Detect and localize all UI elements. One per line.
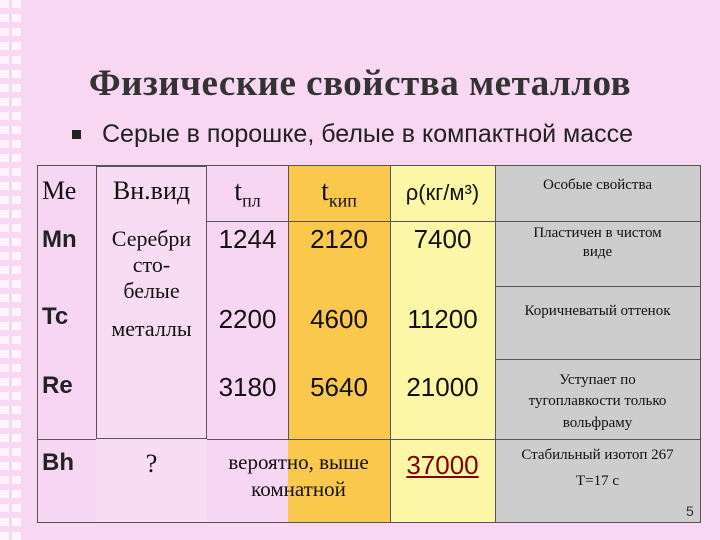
bh-temp-1: вероятно, выше xyxy=(228,450,369,474)
bh-row-border xyxy=(207,439,495,440)
header-t-melt-sub: пл xyxy=(242,190,261,211)
header-t-boil xyxy=(288,176,390,212)
re-special-2: тугоплавкости только xyxy=(528,393,667,409)
tc-t-boil: 4600 xyxy=(310,304,368,334)
header-t-boil-base: t xyxy=(321,176,329,207)
re-t-boil: 5640 xyxy=(310,372,368,402)
col-special-bg xyxy=(495,166,700,522)
header-t-melt-base: t xyxy=(234,176,243,207)
special-border-1 xyxy=(495,286,700,287)
mn-special-2: виде xyxy=(582,244,613,260)
metal-re: Re xyxy=(42,372,73,399)
header-t-boil-sub: кип xyxy=(328,190,357,211)
re-t-melt: 3180 xyxy=(218,372,277,402)
metal-tc: Tc xyxy=(42,303,69,330)
appearance-bh: ? xyxy=(145,449,158,478)
appearance-line-3: белые xyxy=(123,278,180,303)
special-border-2 xyxy=(495,359,700,360)
mn-t-boil: 2120 xyxy=(310,224,368,254)
appearance-line-1: Серебри xyxy=(111,226,192,251)
mn-t-melt: 1244 xyxy=(218,224,277,254)
page-number: 5 xyxy=(686,503,694,519)
tc-special-1: Коричневатый оттенок xyxy=(524,303,671,319)
appearance-line-2: сто- xyxy=(132,252,171,277)
header-density: ρ(кг/м³) xyxy=(405,180,480,205)
bh-temp-2: комнатной xyxy=(251,477,346,501)
bh-special-2: Т=17 с xyxy=(575,473,620,489)
slide-title: Физические свойства металлов xyxy=(88,63,632,104)
re-special-1: Уступает по xyxy=(559,372,636,388)
bh-special-1: Стабильный изотоп 267 xyxy=(521,447,674,463)
metal-mn: Mn xyxy=(42,226,77,253)
tc-density: 11200 xyxy=(407,304,478,334)
re-special-3: вольфраму xyxy=(562,415,633,431)
special-border-3 xyxy=(495,439,700,440)
header-t-melt xyxy=(207,176,288,212)
square-bullet-icon xyxy=(72,130,81,139)
mn-density: 7400 xyxy=(413,224,472,254)
bh-density: 37000 xyxy=(406,450,479,480)
re-density: 21000 xyxy=(406,372,479,402)
appearance-line-4: металлы xyxy=(111,316,192,341)
bh-metal-border xyxy=(38,439,96,440)
tc-t-melt: 2200 xyxy=(218,304,277,334)
header-me: Ме xyxy=(42,176,77,205)
header-special: Особые свойства xyxy=(542,177,653,193)
mn-special-1: Пластичен в чистом xyxy=(533,225,662,241)
header-appearance: Вн.вид xyxy=(112,176,191,205)
header-border xyxy=(207,221,700,222)
vline-3 xyxy=(495,166,496,522)
bullet-text: Серые в порошке, белые в компактной массе xyxy=(102,120,634,148)
metal-bh: Bh xyxy=(42,449,74,476)
properties-table xyxy=(37,165,701,523)
